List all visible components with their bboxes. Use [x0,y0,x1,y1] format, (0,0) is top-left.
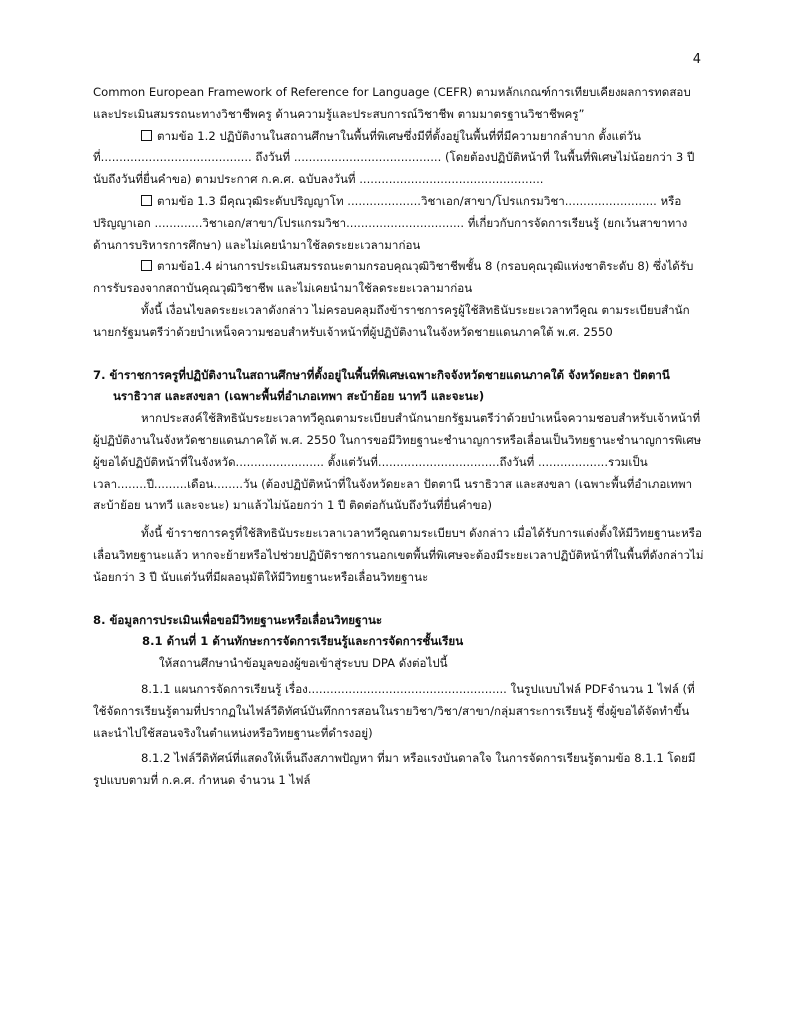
paragraph: ทั้งนี้ เงื่อนไขลดระยะเวลาดังกล่าว ไม่ครอบคลุมถึงข้าราชการครูผู้ใช้สิทธินับระยะเวลาทวีคูณ ตามระเบียบสำนักนายกรัฐมนตรีว่าด้วยบำเหน็จความชอบสำหรับเจ้าหน้าที่ผู้ปฏิบัติงานในจังหวัดชายแดนภาคใต้ พ.ศ. 2550 [93,302,690,339]
section-8-heading: 8. ข้อมูลการประเมินเพื่อขอมีวิทยฐานะหรือเลื่อนวิทยฐานะ [93,612,383,627]
item-8-1-1: 8.1.1 แผนการจัดการเรียนรู้ เรื่อง...................................................... ในรูปแบบไฟล์ PDFจำนวน 1 ไฟล์ (ที่ใช้จัดการเรียนรู้ตามที่ปรากฏในไฟล์วีดิทัศน์บันทึกการสอนในรายวิชา/วิชา/สาขา/กลุ่มสาระการเรียนรู้ ซึ่งผู้ขอได้จัดทำขึ้นและนำไปใช้สอนจริงในตำแหน่งหรือวิทยฐานะที่ดำรงอยู่) [93,681,695,740]
checkbox-icon[interactable] [141,130,152,141]
item-text: ตามข้อ1.4 ผ่านการประเมินสมรรถนะตามกรอบคุณวุฒิวิชาชีพชั้น 8 (กรอบคุณวุฒิแห่งชาติระดับ 8) ซึ่งได้รับการรับรองจากสถาบันคุณวุฒิวิชาชีพ และไม่เคยนำมาใช้ลดระยะเวลามาก่อน [93,259,694,296]
item-text: ตามข้อ 1.3 มีคุณวุฒิระดับปริญญาโท ....................วิชาเอก/สาขา/โปรแกรมวิชา......................... หรือปริญญาเอก .............วิชาเอก/สาขา/โปรแกรมวิชา................................ ที่เกี่ยวกับการจัดการเรียนรู้ (ยกเว้นสาขาทางด้านการบริหารการศึกษา) และไม่เคยนำมาใช้ลดระยะเวลามาก่อน [93,193,688,252]
section-7-heading: 7. ข้าราชการครูที่ปฏิบัติงานในสถานศึกษาที่ตั้งอยู่ในพื้นที่พิเศษเฉพาะกิจจังหวัดชายแดนภาคใต้ จังหวัดยะลา ปัตตานี นราธิวาส และสงขลา (เฉพาะพื้นที่อำเภอเทพา สะบ้าย้อย นาทวี และจะนะ) [93,367,670,404]
item-8-1-2: 8.1.2 ไฟล์วีดิทัศน์ที่แสดงให้เห็นถึงสภาพปัญหา ที่มา หรือแรงบันดาลใจ ในการจัดการเรียนรู้ตามข้อ 8.1.1 โดยมีรูปแบบตามที่ ก.ค.ศ. กำหนด จำนวน 1 ไฟล์ [93,751,696,788]
checkbox-item-1-2 [93,126,705,191]
paragraph: Common European Framework of Reference for Language (CEFR) ตามหลักเกณฑ์การเทียบเคียงผลการทดสอบและประเมินสมรรถนะทางวิชาชีพครู ด้านความรู้และประสบการณ์วิชาชีพ ตามมาตรฐานวิชาชีพครู” [93,85,691,121]
page-number: 4 [692,52,701,67]
section-7-paragraph-1: หากประสงค์ใช้สิทธินับระยะเวลาทวีคูณตามระเบียบสำนักนายกรัฐมนตรีว่าด้วยบำเหน็จความชอบสำหรับเจ้าหน้าที่ผู้ปฏิบัติงานในจังหวัดชายแดนภาคใต้ พ.ศ. 2550 ในการขอมีวิทยฐานะชำนาญการหรือเลื่อนเป็นวิทยฐานะชำนาญการพิเศษ ผู้ขอได้ปฏิบัติหน้าที่ในจังหวัด........................ ตั้งแต่วันที่.................................ถึงวันที่ ...................รวมเป็นเวลา........ปี.........เดือน........วัน (ต้องปฏิบัติหน้าที่ในจังหวัดยะลา ปัตตานี นราธิวาส และสงขลา (เฉพาะพื้นที่อำเภอเทพา สะบ้าย้อย นาทวี และจะนะ) มาแล้วไม่น้อยกว่า 1 ปี ติดต่อกันนับถึงวันที่ยื่นคำขอ) [93,411,702,513]
checkbox-item-1-3 [93,191,705,256]
section-8-1-heading: 8.1 ด้านที่ 1 ด้านทักษะการจัดการเรียนรู้และการจัดการชั้นเรียน [142,634,464,649]
checkbox-icon[interactable] [141,260,152,271]
section-8-intro: ให้สถานศึกษานำข้อมูลของผู้ขอเข้าสู่ระบบ DPA ดังต่อไปนี้ [159,656,448,671]
checkbox-icon[interactable] [141,195,152,206]
section-7-paragraph-2: ทั้งนี้ ข้าราชการครูที่ใช้สิทธินับระยะเวลาเวลาทวีคูณตามระเบียบฯ ดังกล่าว เมื่อได้รับการแต่งตั้งให้มีวิทยฐานะหรือเลื่อนวิทยฐานะแล้ว หากจะย้ายหรือไปช่วยปฏิบัติราชการนอกเขตพื้นที่พิเศษจะต้องมีระยะเวลาปฏิบัติหน้าที่ในพื้นที่ดังกล่าวไม่น้อยกว่า 3 ปี นับแต่วันที่มีผลอนุมัติให้มีวิทยฐานะหรือเลื่อนวิทยฐานะ [93,526,704,584]
item-text: ตามข้อ 1.2 ปฏิบัติงานในสถานศึกษาในพื้นที่พิเศษซึ่งมีที่ตั้งอยู่ในพื้นที่ที่มีความยากลำบาก ตั้งแต่วันที่......................................... ถึงวันที่ ........................................ (โดยต้องปฏิบัติหน้าที่ ในพื้นที่พิเศษไม่น้อยกว่า 3 ปี นับถึงวันที่ยื่นคำขอ) ตามประกาศ ก.ค.ศ. ฉบับลงวันที่ .................................................. [93,128,695,187]
checkbox-item-1-4 [93,256,705,300]
document-body [93,82,705,792]
